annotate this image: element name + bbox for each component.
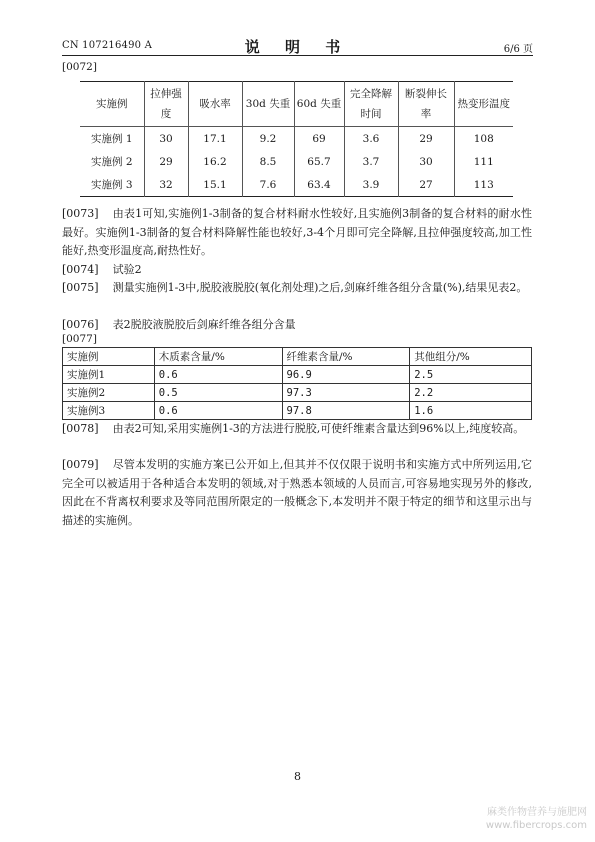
paragraph-tag-0077: [0077] [62,333,97,345]
table-header-row [80,82,513,127]
watermark-url: www.fibercrops.com [485,820,587,831]
table-cell: 29 [398,127,454,151]
paragraph-0078 [62,420,532,439]
column-header: 其他组分/% [410,348,532,366]
table-cell: 实施例 3 [80,173,144,197]
watermark-site-name: 麻类作物营养与施肥网 [487,807,587,818]
column-header: 60d 失重 [294,82,344,127]
table-cell: 0.6 [154,402,282,420]
paragraph-text: 由表2可知,采用实施例1-3的方法进行脱胶,可使纤维素含量达到96%以上,纯度较高。 [112,422,525,435]
column-header: 实施例 [63,348,155,366]
table-cell: 65.7 [294,150,344,173]
table-cell: 96.9 [282,366,410,384]
table-cell: 17.1 [188,127,242,151]
paragraph-0076 [62,316,296,332]
paragraph-tag: [0079] [62,458,99,471]
paragraph-text: 由表1可知,实施例1-3制备的复合材料耐水性较好,且实施例3制备的复合材料的耐水性最好。实施例1-3制备的复合材料降解性能也较好,3-4个月即可完全降解,且拉伸强度较高,加工性能好,热变形温度高,耐热性好。 [62,207,532,258]
column-header: 热变形温度 [454,82,513,127]
table-cell: 97.3 [282,384,410,402]
table-cell: 3.7 [344,150,398,173]
table-cell: 实施例2 [63,384,155,402]
table-cell: 97.8 [282,402,410,420]
page-number: 8 [294,770,301,783]
table-cell: 30 [144,127,188,151]
table-cell: 1.6 [410,402,532,420]
table-cell: 0.6 [154,366,282,384]
table-cell: 3.6 [344,127,398,151]
table-header-row [63,348,532,366]
table-cell: 2.5 [410,366,532,384]
column-header: 断裂伸长率 [398,82,454,127]
column-header: 30d 失重 [242,82,294,127]
document-title: 说 明 书 [244,38,351,56]
table-cell: 9.2 [242,127,294,151]
paragraph-tag: [0074] [62,263,99,276]
column-header: 纤维素含量/% [282,348,410,366]
table-cell: 2.2 [410,384,532,402]
table-row [80,150,513,173]
table-cell: 29 [144,150,188,173]
column-header: 吸水率 [188,82,242,127]
paragraph-0075 [62,279,532,298]
paragraph-text: 试验2 [112,263,142,276]
table-cell: 0.5 [154,384,282,402]
paragraph-0079 [62,456,532,530]
table-cell: 8.5 [242,150,294,173]
paragraph-tag-0072: [0072] [62,61,97,73]
table-row [63,402,532,420]
column-header: 拉伸强度 [144,82,188,127]
paragraph-text: 尽管本发明的实施方案已公开如上,但其并不仅仅限于说明书和实施方式中所列运用,它完全可以被适用于各种适合本发明的领域,对于熟悉本领域的人员而言,可容易地实现另外的修改,因此在不背离权利要求及等同范围所限定的一般概念下,本发明并不限于特定的细节和这里示出与描述的实施例。 [62,458,532,527]
table-row [80,173,513,197]
table-cell: 27 [398,173,454,197]
page-indicator: 6/6 页 [503,44,533,55]
header-rule [62,55,533,56]
table-cell: 63.4 [294,173,344,197]
table-cell: 实施例3 [63,402,155,420]
table-cell: 7.6 [242,173,294,197]
table-row [80,127,513,151]
table-cell: 实施例1 [63,366,155,384]
composition-table [62,347,532,420]
paragraph-tag: [0075] [62,281,99,294]
table-cell: 113 [454,173,513,197]
column-header: 木质素含量/% [154,348,282,366]
table-cell: 实施例 1 [80,127,144,151]
paragraph-text: 测量实施例1-3中,脱胶液脱胶(氧化剂处理)之后,剑麻纤维各组分含量(%),结果见表2。 [112,281,528,294]
paragraph-tag: [0073] [62,207,99,220]
table-row [63,384,532,402]
table-cell: 实施例 2 [80,150,144,173]
paragraph-tag: [0078] [62,422,99,435]
paragraph-tag: [0076] [62,318,99,331]
table-cell: 3.9 [344,173,398,197]
table-cell: 111 [454,150,513,173]
watermark [486,806,587,832]
column-header: 实施例 [80,82,144,127]
table-cell: 108 [454,127,513,151]
table-cell: 32 [144,173,188,197]
column-header: 完全降解时间 [344,82,398,127]
table-cell: 69 [294,127,344,151]
table-cell: 30 [398,150,454,173]
paragraph-0074 [62,261,142,277]
table-cell: 15.1 [188,173,242,197]
patent-number: CN 107216490 A [62,40,153,51]
table-row [63,366,532,384]
table-caption: 表2脱胶液脱胶后剑麻纤维各组分含量 [112,318,296,331]
paragraph-0073 [62,205,532,261]
performance-table [80,81,513,197]
page-header [62,36,533,56]
table-cell: 16.2 [188,150,242,173]
